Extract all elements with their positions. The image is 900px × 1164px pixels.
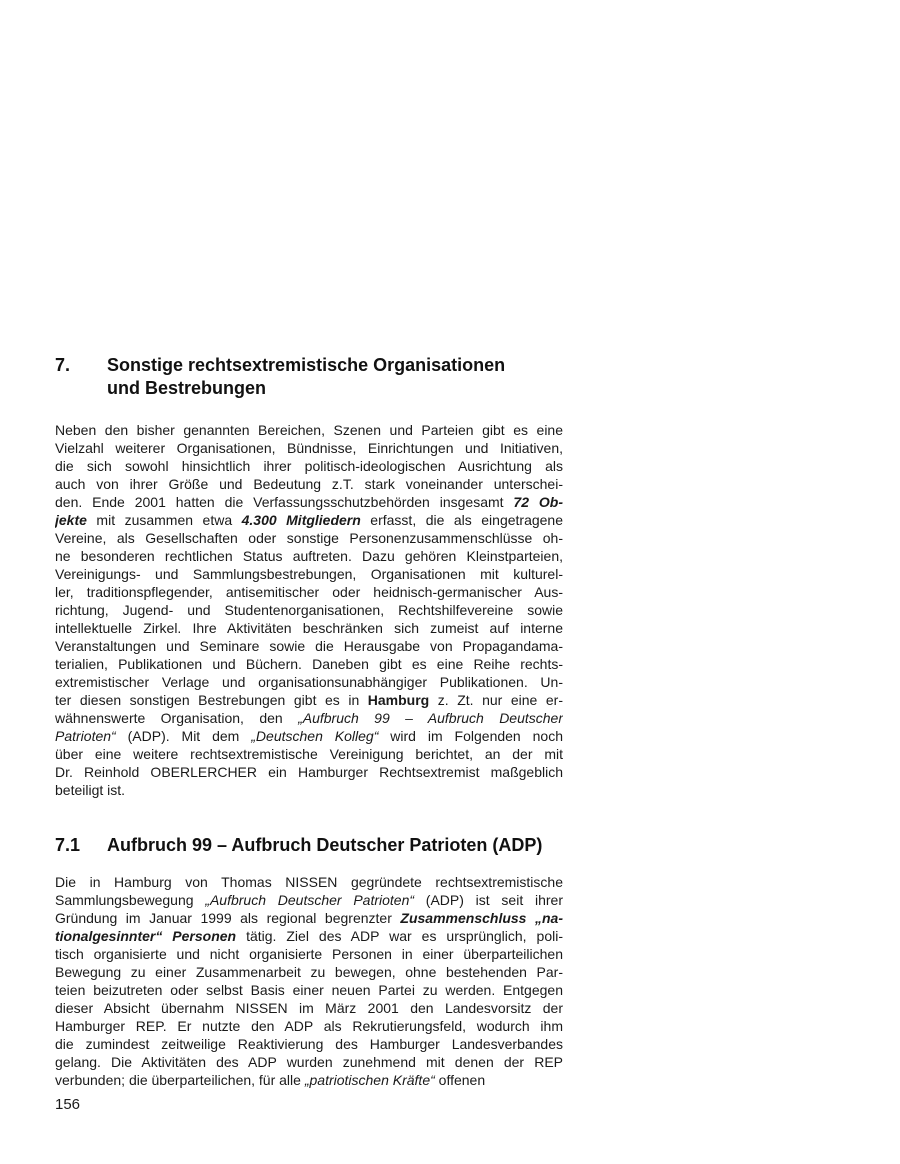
text-segment: (ADP). Mit dem bbox=[115, 728, 252, 744]
text-segment: wird im Folgenden noch bbox=[378, 728, 563, 744]
text-line bbox=[55, 1053, 563, 1071]
emphasis-text: 72 Ob- bbox=[513, 494, 563, 510]
text-line bbox=[55, 999, 563, 1017]
body-paragraph-1 bbox=[55, 421, 563, 799]
text-line bbox=[55, 637, 563, 655]
text-line bbox=[55, 529, 563, 547]
text-segment: gelang. Die Aktivitäten des ADP wurden zunehmend mit denen der REP bbox=[55, 1054, 563, 1070]
text-line bbox=[55, 909, 563, 927]
section-number: 7. bbox=[55, 355, 71, 375]
text-line bbox=[55, 1035, 563, 1053]
section-title bbox=[107, 354, 505, 400]
text-segment: Veranstaltungen und Seminare sowie die Herausgabe von Propagandama- bbox=[55, 638, 563, 654]
text-segment: Neben den bisher genannten Bereichen, Szenen und Parteien gibt es eine bbox=[55, 422, 563, 438]
text-segment: ter diesen sonstigen Bestrebungen gibt es in bbox=[55, 692, 368, 708]
text-line bbox=[55, 655, 563, 673]
text-line bbox=[55, 1017, 563, 1035]
subsection-title: Aufbruch 99 – Aufbruch Deutscher Patrioten (ADP) bbox=[107, 835, 543, 855]
text-line bbox=[55, 781, 563, 799]
text-segment: terialien, Publikationen und Büchern. Daneben gibt es eine Reihe rechts- bbox=[55, 656, 563, 672]
text-line bbox=[55, 457, 563, 475]
section-title-line-1: Sonstige rechtsextremistische Organisationen bbox=[107, 355, 506, 375]
text-line bbox=[55, 619, 563, 637]
text-segment: wähnenswerte Organisation, den bbox=[55, 710, 299, 726]
text-segment: tätig. Ziel des ADP war es ursprünglich, poli- bbox=[236, 928, 563, 944]
text-line bbox=[55, 745, 563, 763]
text-line bbox=[55, 763, 563, 781]
emphasis-text: „Aufbruch 99 – Aufbruch Deutscher bbox=[298, 710, 563, 726]
text-segment: Vielzahl weiterer Organisationen, Bündnisse, Einrichtungen und Initiativen, bbox=[55, 440, 563, 456]
text-line bbox=[55, 439, 563, 457]
text-segment: Vereinigungs- und Sammlungsbestrebungen, Organisationen mit kulturel- bbox=[55, 566, 563, 582]
subsection-number: 7.1 bbox=[55, 835, 81, 855]
text-segment: extremistischer Verlage und organisationsunabhängiger Publikationen. Un- bbox=[55, 674, 563, 690]
text-line bbox=[55, 727, 563, 745]
text-segment: richtung, Jugend- und Studentenorganisationen, Rechtshilfevereine sowie bbox=[55, 602, 563, 618]
text-segment: die zumindest zeitweilige Reaktivierung des Hamburger Landesverbandes bbox=[55, 1036, 563, 1052]
emphasis-text: Patrioten“ bbox=[55, 728, 116, 744]
text-segment: über eine weitere rechtsextremistische Vereinigung berichtet, an der mit bbox=[55, 746, 563, 762]
emphasis-text: tionalgesinnter“ Personen bbox=[55, 928, 237, 944]
text-segment: ne besonderen rechtlichen Status auftreten. Dazu gehören Kleinstparteien, bbox=[55, 548, 563, 564]
text-line bbox=[55, 981, 563, 999]
text-segment: Vereine, als Gesellschaften oder sonstige Personenzusammenschlüsse oh- bbox=[55, 530, 563, 546]
text-segment: verbunden; die überparteilichen, für alle bbox=[55, 1072, 305, 1088]
emphasis-text: 4.300 Mitgliedern bbox=[241, 512, 361, 528]
text-segment: Sammlungsbewegung bbox=[55, 892, 206, 908]
text-segment: ler, traditionspflegender, antisemitischer oder heidnisch-germanischer Aus- bbox=[55, 584, 563, 600]
text-segment: z. Zt. nur eine er- bbox=[429, 692, 563, 708]
body-paragraph-2 bbox=[55, 873, 563, 1089]
section-title-line-2: und Bestrebungen bbox=[107, 378, 267, 398]
emphasis-text: jekte bbox=[55, 512, 87, 528]
text-line bbox=[55, 945, 563, 963]
text-segment: den. Ende 2001 hatten die Verfassungsschutzbehörden insgesamt bbox=[55, 494, 514, 510]
emphasis-text: Hamburg bbox=[367, 692, 430, 708]
text-line bbox=[55, 709, 563, 727]
text-line bbox=[55, 565, 563, 583]
text-segment: (ADP) ist seit ihrer bbox=[414, 892, 563, 908]
emphasis-text: „Deutschen Kolleg“ bbox=[251, 728, 379, 744]
text-segment: beteiligt ist. bbox=[55, 782, 126, 798]
emphasis-text: „patriotischen Kräfte“ bbox=[304, 1072, 435, 1088]
text-line bbox=[55, 475, 563, 493]
text-segment: mit zusammen etwa bbox=[86, 512, 242, 528]
text-segment: erfasst, die als eingetragene bbox=[360, 512, 563, 528]
text-line bbox=[55, 511, 563, 529]
text-line bbox=[55, 493, 563, 511]
text-line bbox=[55, 963, 563, 981]
text-segment: Hamburger REP. Er nutzte den ADP als Rekrutierungsfeld, wodurch ihm bbox=[55, 1018, 563, 1034]
text-line bbox=[55, 601, 563, 619]
text-line bbox=[55, 891, 563, 909]
text-segment: die sich sowohl hinsichtlich ihrer politisch-ideologischen Ausrichtung als bbox=[55, 458, 563, 474]
text-segment: offenen bbox=[434, 1072, 486, 1088]
text-line bbox=[55, 547, 563, 565]
text-line bbox=[55, 691, 563, 709]
text-segment: Die in Hamburg von Thomas NISSEN gegründete rechtsextremistische bbox=[55, 874, 563, 890]
text-line bbox=[55, 1071, 563, 1089]
text-line bbox=[55, 583, 563, 601]
text-line bbox=[55, 421, 563, 439]
emphasis-text: „Aufbruch Deutscher Patrioten“ bbox=[205, 892, 415, 908]
text-line bbox=[55, 927, 563, 945]
text-segment: tisch organisierte und nicht organisierte Personen in einer überparteilichen bbox=[55, 946, 563, 962]
text-segment: teien beizutreten oder selbst Basis einer neuen Partei zu werden. Entgegen bbox=[55, 982, 563, 998]
text-segment: Dr. Reinhold OBERLERCHER ein Hamburger Rechtsextremist maßgeblich bbox=[55, 764, 563, 780]
text-segment: Gründung im Januar 1999 als regional begrenzter bbox=[55, 910, 401, 926]
page-number: 156 bbox=[55, 1096, 81, 1113]
text-segment: Bewegung zu einer Zusammenarbeit zu bewegen, ohne bestehenden Par- bbox=[55, 964, 563, 980]
text-line bbox=[55, 673, 563, 691]
text-line bbox=[55, 873, 563, 891]
text-segment: dieser Absicht übernahm NISSEN im März 2001 den Landesvorsitz der bbox=[55, 1000, 563, 1016]
text-segment: auch von ihrer Größe und Bedeutung z.T. stark voneinander unterschei- bbox=[55, 476, 563, 492]
text-segment: intellektuelle Zirkel. Ihre Aktivitäten beschränken sich zumeist auf interne bbox=[55, 620, 563, 636]
emphasis-text: Zusammenschluss „na- bbox=[400, 910, 563, 926]
